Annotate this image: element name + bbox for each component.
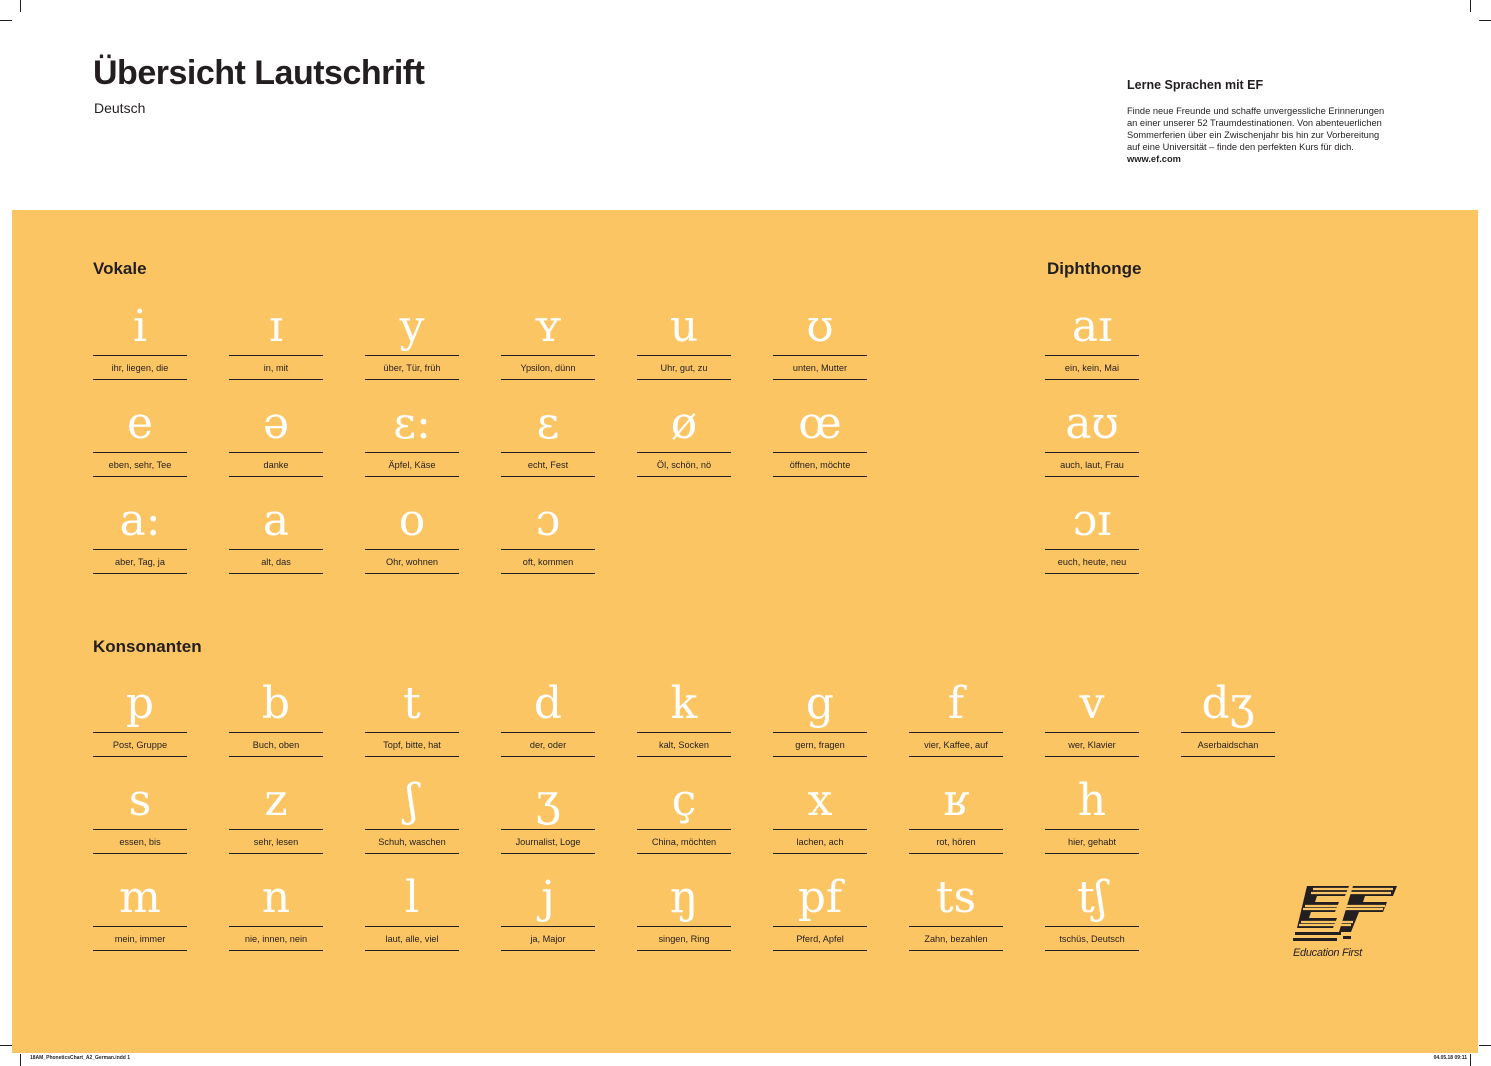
example-words: China, möchten	[651, 837, 717, 847]
divider-line	[229, 950, 323, 951]
divider-line	[773, 732, 867, 733]
page-subtitle: Deutsch	[94, 100, 146, 116]
vokal-cell	[637, 395, 731, 487]
phonetic-symbol: u	[669, 301, 699, 352]
section-title-konsonanten: Konsonanten	[93, 637, 202, 656]
divider-line	[501, 379, 595, 380]
divider-line	[229, 732, 323, 733]
vokal-cell	[229, 492, 323, 584]
crop-mark	[1479, 1045, 1491, 1046]
vokal-cell	[501, 492, 595, 584]
phonetic-symbol: o	[398, 495, 426, 546]
divider-line	[637, 476, 731, 477]
konsonant-cell	[501, 772, 595, 864]
example-words: ein, kein, Mai	[1064, 363, 1120, 373]
divider-line	[93, 829, 187, 830]
phonetic-symbol: ɪ	[268, 301, 284, 352]
vokal-cell	[229, 298, 323, 390]
crop-mark	[0, 1045, 12, 1046]
example-words: ihr, liegen, die	[111, 363, 169, 373]
promo-heading: Lerne Sprachen mit EF	[1127, 78, 1264, 92]
divider-line	[93, 950, 187, 951]
example-words: auch, laut, Frau	[1060, 460, 1124, 470]
divider-line	[365, 732, 459, 733]
example-words: Ohr, wohnen	[385, 557, 439, 567]
example-words: über, Tür, früh	[383, 363, 441, 373]
vokal-cell	[501, 298, 595, 390]
divider-line	[637, 732, 731, 733]
divider-line	[1045, 732, 1139, 733]
example-words: alt, das	[261, 557, 291, 567]
crop-mark	[20, 1054, 21, 1066]
divider-line	[637, 379, 731, 380]
footer-file-name: 18AM_PhoneticsChart_A2_German.indd 1	[30, 1055, 131, 1061]
vokal-cell	[93, 395, 187, 487]
divider-line	[1045, 476, 1139, 477]
divider-line	[909, 732, 1003, 733]
konsonant-cell	[909, 772, 1003, 864]
konsonant-cell	[229, 772, 323, 864]
konsonant-cell	[365, 869, 459, 961]
divider-line	[365, 476, 459, 477]
divider-line	[637, 355, 731, 356]
example-words: Zahn, bezahlen	[924, 934, 988, 944]
phonetic-symbol: ɛ:	[393, 398, 431, 449]
promo-link[interactable]: www.ef.com	[1127, 154, 1181, 164]
phonetic-symbol: x	[807, 775, 833, 826]
phonetic-symbol: aʊ	[1065, 398, 1119, 449]
divider-line	[229, 379, 323, 380]
example-words: danke	[263, 460, 289, 470]
example-words: Schuh, waschen	[378, 837, 446, 847]
ef-logo-text: Education First	[1293, 947, 1362, 959]
divider-line	[93, 732, 187, 733]
example-words: in, mit	[263, 363, 289, 373]
konsonant-cell	[1045, 772, 1139, 864]
example-words: euch, heute, neu	[1057, 557, 1127, 567]
divider-line	[229, 549, 323, 550]
divider-line	[229, 756, 323, 757]
phonetic-symbol: ʃ	[406, 775, 418, 826]
divider-line	[365, 379, 459, 380]
phonetic-symbol: m	[119, 872, 161, 923]
divider-line	[501, 573, 595, 574]
phonetic-symbol: z	[264, 775, 288, 826]
phonetic-symbol: tʃ	[1077, 872, 1107, 923]
section-title-diphthonge: Diphthonge	[1047, 259, 1142, 278]
phonetic-symbol: i	[132, 301, 148, 352]
divider-line	[909, 829, 1003, 830]
divider-line	[773, 853, 867, 854]
konsonant-cell	[773, 675, 867, 767]
divider-line	[1045, 573, 1139, 574]
konsonant-cell	[93, 772, 187, 864]
divider-line	[501, 549, 595, 550]
divider-line	[773, 829, 867, 830]
divider-line	[773, 756, 867, 757]
vokal-cell	[365, 492, 459, 584]
divider-line	[637, 950, 731, 951]
vokal-cell	[93, 492, 187, 584]
example-words: Öl, schön, nö	[656, 460, 712, 470]
divider-line	[501, 756, 595, 757]
example-words: rot, hören	[936, 837, 976, 847]
divider-line	[93, 355, 187, 356]
divider-line	[773, 926, 867, 927]
phonetic-symbol: a:	[119, 495, 161, 546]
phonetic-symbol: y	[399, 301, 425, 352]
divider-line	[501, 950, 595, 951]
example-words: vier, Kaffee, auf	[924, 740, 988, 750]
divider-line	[501, 476, 595, 477]
phonetic-symbol: l	[404, 872, 420, 923]
phonetic-symbol: t	[403, 678, 421, 729]
phonetic-symbol: k	[670, 678, 698, 729]
divider-line	[909, 756, 1003, 757]
example-words: Journalist, Loge	[515, 837, 581, 847]
divider-line	[229, 452, 323, 453]
phonetic-symbol: d	[533, 678, 563, 729]
divider-line	[229, 355, 323, 356]
divider-line	[501, 355, 595, 356]
divider-line	[1181, 756, 1275, 757]
divider-line	[637, 829, 731, 830]
phonetic-symbol: pf	[797, 872, 843, 923]
example-words: Aserbaidschan	[1197, 740, 1259, 750]
phonetic-symbol: ɛ	[536, 398, 560, 449]
example-words: Post, Gruppe	[112, 740, 168, 750]
divider-line	[501, 732, 595, 733]
vokal-cell	[773, 298, 867, 390]
divider-line	[1045, 379, 1139, 380]
konsonant-cell	[93, 675, 187, 767]
example-words: lachen, ach	[796, 837, 844, 847]
page-title: Übersicht Lautschrift	[93, 54, 425, 92]
phonetic-symbol: p	[125, 678, 155, 729]
divider-line	[229, 476, 323, 477]
phonetic-symbol: ʒ	[535, 775, 561, 826]
phonetic-symbol: ø	[670, 398, 698, 449]
example-words: eben, sehr, Tee	[108, 460, 172, 470]
divider-line	[773, 379, 867, 380]
divider-line	[365, 452, 459, 453]
vokal-cell	[365, 395, 459, 487]
phonetic-symbol: ʊ	[806, 301, 834, 352]
konsonant-cell	[229, 869, 323, 961]
divider-line	[909, 926, 1003, 927]
example-words: Topf, bitte, hat	[383, 740, 441, 750]
divider-line	[1181, 732, 1275, 733]
phonetic-symbol: v	[1079, 678, 1105, 729]
phonetic-symbol: ɔ	[535, 495, 561, 546]
divider-line	[365, 573, 459, 574]
divider-line	[501, 926, 595, 927]
divider-line	[1045, 452, 1139, 453]
phonetic-symbol: b	[261, 678, 291, 729]
konsonant-cell	[365, 772, 459, 864]
example-words: Buch, oben	[252, 740, 300, 750]
vokal-cell	[637, 298, 731, 390]
example-words: unten, Mutter	[792, 363, 848, 373]
example-words: oft, kommen	[522, 557, 574, 567]
footer-date: 04.05.18 09:11	[1433, 1055, 1467, 1061]
phonetic-symbol: ŋ	[669, 872, 699, 923]
example-words: Pferd, Apfel	[796, 934, 844, 944]
divider-line	[93, 853, 187, 854]
divider-line	[1045, 549, 1139, 550]
phonetic-symbol: f	[947, 678, 965, 729]
divider-line	[93, 573, 187, 574]
example-words: ja, Major	[530, 934, 566, 944]
vokal-cell	[501, 395, 595, 487]
konsonant-cell	[1045, 675, 1139, 767]
konsonant-cell	[501, 675, 595, 767]
example-words: Ypsilon, dünn	[520, 363, 576, 373]
diphthong-cell	[1045, 298, 1139, 390]
phonetics-panel	[12, 210, 1478, 1053]
phonetic-symbol: ʏ	[533, 301, 563, 352]
divider-line	[1045, 950, 1139, 951]
divider-line	[365, 926, 459, 927]
example-words: kalt, Socken	[658, 740, 710, 750]
konsonant-cell	[1181, 675, 1275, 767]
example-words: singen, Ring	[658, 934, 710, 944]
example-words: echt, Fest	[527, 460, 569, 470]
example-words: essen, bis	[119, 837, 161, 847]
konsonant-cell	[909, 869, 1003, 961]
crop-mark	[0, 20, 12, 21]
crop-mark	[1470, 1054, 1471, 1066]
divider-line	[773, 452, 867, 453]
diphthong-cell	[1045, 395, 1139, 487]
konsonant-cell	[637, 675, 731, 767]
promo-block	[1127, 78, 1387, 165]
divider-line	[909, 950, 1003, 951]
konsonant-cell	[909, 675, 1003, 767]
divider-line	[365, 853, 459, 854]
divider-line	[93, 379, 187, 380]
divider-line	[637, 853, 731, 854]
phonetic-symbol: n	[261, 872, 291, 923]
vokal-cell	[229, 395, 323, 487]
section-title-vokale: Vokale	[93, 259, 147, 278]
divider-line	[773, 476, 867, 477]
example-words: sehr, lesen	[253, 837, 299, 847]
konsonant-cell	[773, 772, 867, 864]
divider-line	[501, 853, 595, 854]
phonetic-symbol: ɔɪ	[1072, 495, 1112, 546]
example-words: Uhr, gut, zu	[660, 363, 708, 373]
phonetic-symbol: g	[805, 678, 835, 729]
divider-line	[1045, 756, 1139, 757]
phonetic-symbol: j	[541, 872, 555, 923]
phonetic-symbol: ə	[262, 398, 290, 449]
divider-line	[229, 926, 323, 927]
crop-mark	[1479, 20, 1491, 21]
phonetic-symbol: h	[1077, 775, 1107, 826]
divider-line	[773, 355, 867, 356]
konsonant-cell	[365, 675, 459, 767]
divider-line	[909, 853, 1003, 854]
example-words: aber, Tag, ja	[115, 557, 165, 567]
divider-line	[229, 573, 323, 574]
divider-line	[773, 950, 867, 951]
vokal-cell	[365, 298, 459, 390]
example-words: laut, alle, viel	[385, 934, 439, 944]
divider-line	[1045, 355, 1139, 356]
konsonant-cell	[637, 772, 731, 864]
divider-line	[229, 829, 323, 830]
phonetic-symbol: ç	[671, 775, 697, 826]
konsonant-cell	[1045, 869, 1139, 961]
divider-line	[365, 950, 459, 951]
divider-line	[637, 452, 731, 453]
vokal-cell	[93, 298, 187, 390]
phonetic-symbol: ʁ	[943, 775, 969, 826]
phonetic-symbol: e	[126, 398, 154, 449]
konsonant-cell	[229, 675, 323, 767]
example-words: der, oder	[529, 740, 567, 750]
divider-line	[93, 452, 187, 453]
promo-text: Finde neue Freunde und schaffe unvergessliche Erinnerungen an einer unserer 52 Traumdestinationen. Von abenteuerlichen Sommerferien über ein Zwischenjahr bis hin zur Vorbereitung auf eine Universität – finde den perfekten Kurs für dich.	[1127, 106, 1385, 152]
crop-mark	[1470, 0, 1471, 12]
divider-line	[1045, 829, 1139, 830]
divider-line	[501, 452, 595, 453]
vokal-cell	[773, 395, 867, 487]
phonetic-symbol: œ	[798, 398, 842, 449]
example-words: tschüs, Deutsch	[1059, 934, 1125, 944]
divider-line	[365, 756, 459, 757]
ef-logo-icon	[1293, 886, 1399, 946]
divider-line	[637, 756, 731, 757]
divider-line	[501, 829, 595, 830]
ef-logo	[1293, 886, 1399, 962]
example-words: nie, innen, nein	[244, 934, 308, 944]
crop-mark	[20, 0, 21, 12]
phonetic-symbol: dʒ	[1201, 678, 1255, 729]
divider-line	[365, 355, 459, 356]
example-words: Äpfel, Käse	[388, 460, 436, 470]
konsonant-cell	[93, 869, 187, 961]
example-words: mein, immer	[114, 934, 166, 944]
divider-line	[365, 829, 459, 830]
phonetic-symbol: aɪ	[1071, 301, 1113, 352]
divider-line	[1045, 926, 1139, 927]
konsonant-cell	[501, 869, 595, 961]
divider-line	[365, 549, 459, 550]
diphthong-cell	[1045, 492, 1139, 584]
divider-line	[637, 926, 731, 927]
example-words: hier, gehabt	[1067, 837, 1117, 847]
divider-line	[229, 853, 323, 854]
konsonant-cell	[637, 869, 731, 961]
divider-line	[93, 549, 187, 550]
example-words: wer, Klavier	[1068, 740, 1116, 750]
phonetic-symbol: a	[262, 495, 290, 546]
example-words: öffnen, möchte	[789, 460, 851, 470]
example-words: gern, fragen	[795, 740, 845, 750]
konsonant-cell	[773, 869, 867, 961]
divider-line	[93, 756, 187, 757]
phonetic-symbol: s	[128, 775, 152, 826]
divider-line	[1045, 853, 1139, 854]
divider-line	[93, 926, 187, 927]
phonetic-symbol: ts	[935, 872, 977, 923]
divider-line	[93, 476, 187, 477]
